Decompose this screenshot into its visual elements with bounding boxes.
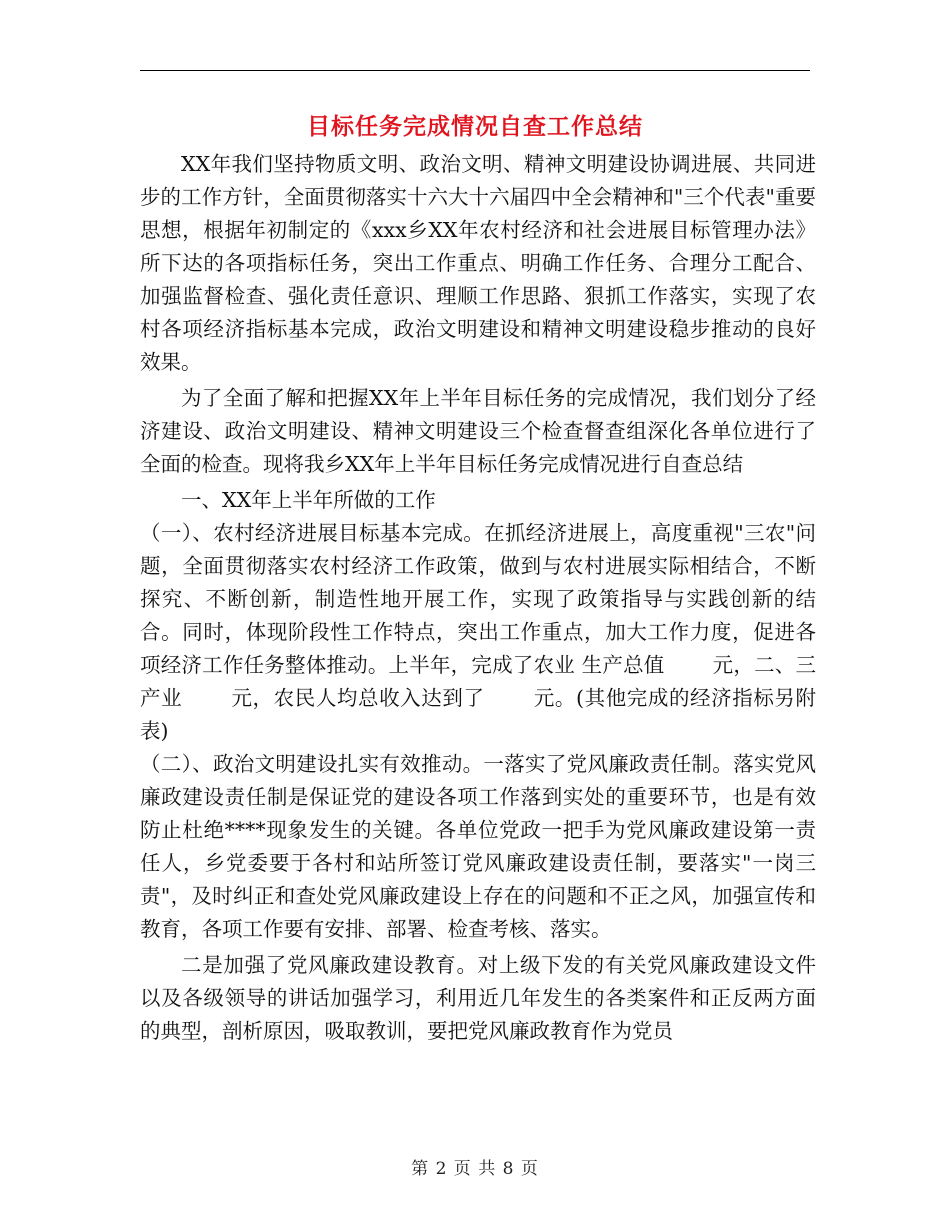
section-heading-work-done: 一、XX年上半年所做的工作 [181, 488, 436, 512]
paragraph-education: 二是加强了党风廉政建设教育。对上级下发的有关党风廉政建设文件以及各级领导的讲话加强学习，利用近几年发生的各类案件和正反两方面的典型，剖析原因，吸取教训，要把党风廉政教育作为党员 [140, 953, 816, 1043]
paragraph-economy: （一）、农村经济进展目标基本完成。在抓经济进展上，高度重视"三农"问题，全面贯彻落实农村经济工作政策，做到与农村进展实际相结合，不断探究、不断创新，制造性地开展工作，实现了政策指导与实践创新的结合。同时，体现阶段性工作特点，突出工作重点，加大工作力度，促进各项经济工作任务整体推动。上半年，完成了农业 生产总值 元，二、三产业 元，农民人均总收入达到了 元。(其他完成的经济指标另附表) [140, 521, 816, 743]
paragraph-political: （二）、政治文明建设扎实有效推动。一落实了党风廉政责任制。落实党风廉政建设责任制是保证党的建设各项工作落到实处的重要环节，也是有效防止杜绝****现象发生的关键。各单位党政一把手为党风廉政建设第一责任人，乡党委要于各村和站所签订党风廉政建设责任制，要落实"一岗三责"，及时纠正和查处党风廉政建设上存在的问题和不正之风，加强宣传和教育，各项工作要有安排、部署、检查考核、落实。 [140, 752, 816, 941]
document-body [140, 148, 816, 1048]
document-title: 目标任务完成情况自查工作总结 [307, 113, 643, 140]
paragraph-intro: XX年我们坚持物质文明、政治文明、精神文明建设协调进展、共同进步的工作方针，全面贯彻落实十六大十六届四中全会精神和"三个代表"重要思想，根据年初制定的《xxx乡XX年农村经济和社会进展目标管理办法》所下达的各项指标任务，突出工作重点、明确工作任务、合理分工配合、加强监督检查、强化责任意识、理顺工作思路、狠抓工作落实，实现了农村各项经济指标基本完成，政治文明建设和精神文明建设稳步推动的良好效果。 [140, 152, 816, 374]
paragraph-inspection: 为了全面了解和把握XX年上半年目标任务的完成情况，我们划分了经济建设、政治文明建设、精神文明建设三个检查督查组深化各单位进行了全面的检查。现将我乡XX年上半年目标任务完成情况进行自查总结 [140, 386, 816, 476]
page-number: 第 2 页 共 8 页 [411, 1159, 539, 1179]
header-rule [140, 70, 810, 71]
